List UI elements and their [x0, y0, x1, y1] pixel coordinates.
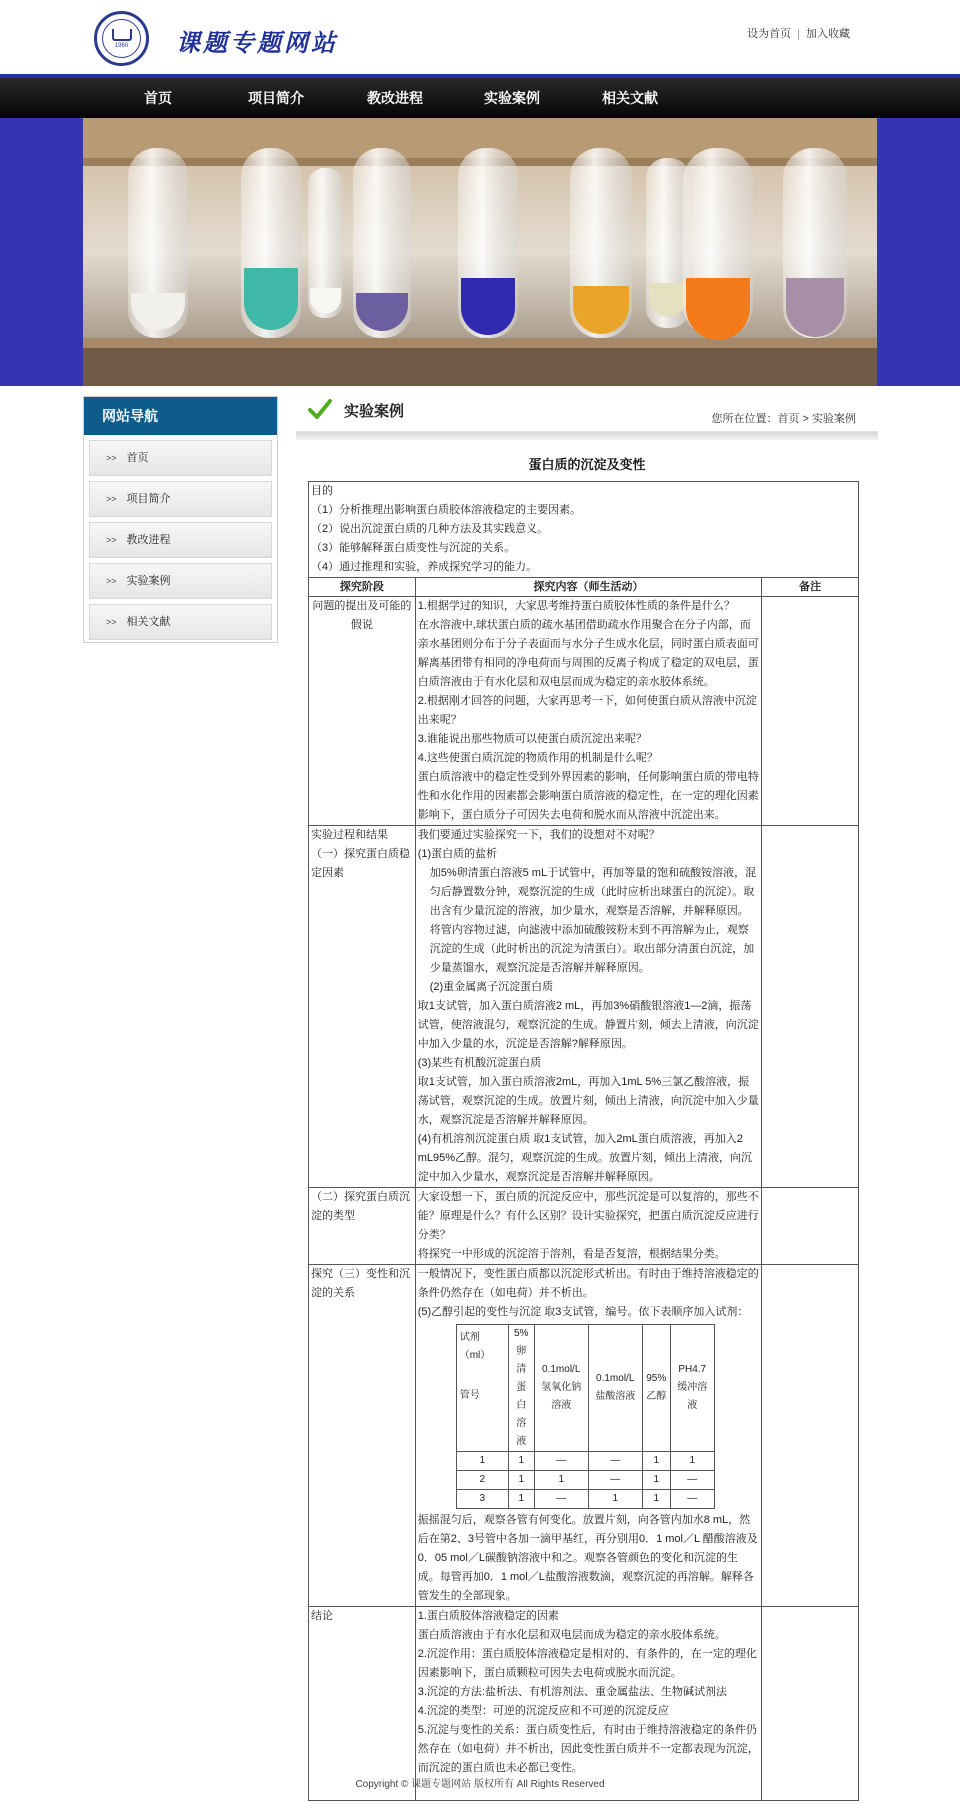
content-line: 3.沉淀的方法:盐析法、有机溶剂法、重金属盐法、生物碱试剂法 [417, 1686, 727, 1698]
content-line: 5.沉淀与变性的关系：蛋白质变性后，有时由于维持溶液稳定的条件仍然存在（如电荷）并不析出，因此变性蛋白质并不一定都表现为沉淀，而沉淀的蛋白质也未必都已变性。 [417, 1724, 759, 1774]
checkmark-icon [308, 398, 332, 420]
sidebar-item-progress[interactable] [89, 522, 272, 558]
content-line: 1.根据学过的知识，大家思考维持蛋白质胶体性质的条件是什么？ [417, 600, 735, 612]
add-favorite-link[interactable]: 加入收藏 [806, 28, 850, 40]
content-line: 1.蛋白质胶体溶液稳定的因素 [417, 1610, 559, 1622]
sidebar-item-intro[interactable] [89, 481, 272, 517]
content-line: (4)有机溶剂沉淀蛋白质 取1支试管，加入2mL蛋白质溶液，再加入2 mL95%乙醇。混匀，观察沉淀的生成。放置片刻，倾出上清液，向沉淀中加入少量水，观察沉淀是否溶解并解释原因。 [417, 1133, 753, 1183]
test-tube-5 [458, 148, 518, 338]
reagent-row [456, 1471, 714, 1490]
nav-item-intro[interactable]: 项目简介 [248, 90, 304, 106]
reagent-cell: 1 [508, 1490, 534, 1509]
divider: | [797, 28, 800, 40]
reagent-header: 0.1mol/L盐酸溶液 [588, 1325, 642, 1452]
reagent-header: 95%乙醇 [642, 1325, 670, 1452]
set-homepage-link[interactable]: 设为首页 [747, 28, 792, 40]
table-row [309, 1607, 859, 1801]
school-seal-logo [94, 11, 149, 66]
stage-cell: 问题的提出及可能的假说 [309, 597, 416, 826]
test-tube-4 [353, 148, 411, 338]
content-cell [415, 826, 762, 1188]
double-chevron-right-icon: >> [106, 576, 117, 586]
content-cell [415, 597, 762, 826]
reagent-cell: 1 [670, 1452, 714, 1471]
nav-item-literature[interactable]: 相关文献 [602, 90, 658, 106]
sidebar-item-label: 相关文献 [126, 616, 171, 628]
content-line: 一般情况下，变性蛋白质都以沉淀形式析出。有时由于维持溶液稳定的条件仍然存在（如电荷）并不析出。 [417, 1268, 759, 1299]
content-line: (1)蛋白质的盐析 [417, 848, 498, 860]
nav-item-cases[interactable]: 实验案例 [484, 90, 540, 106]
table-row [309, 1265, 859, 1607]
content-line: 4.这些使蛋白质沉淀的物质作用的机制是什么呢？ [417, 752, 658, 764]
content-line: 振摇混匀后，观察各管有何变化。放置片刻，向各管内加水8 mL，然后在第2、3号管中各加一滴甲基红，再分别用0．1 mol／L 醋酸溶液及0．05 mol／L碳酸钠溶液中和之。观察各管颜色的变化和沉淀的生成。每管再加0．1 mol／L盐酸溶液数滴，观察沉淀的再溶解。解释各管发生的全部现象。 [417, 1514, 758, 1602]
notes-cell [762, 1607, 859, 1801]
purpose-cell [309, 482, 859, 578]
reagent-cell: 1 [642, 1471, 670, 1490]
reagent-cell: 1 [534, 1471, 588, 1490]
content-line: 3.谁能说出那些物质可以使蛋白质沉淀出来呢？ [417, 733, 647, 745]
content-cell [415, 1188, 762, 1265]
content-line: (2)重金属离子沉淀蛋白质 [429, 981, 554, 993]
table-row [309, 1188, 859, 1265]
table-header-row [309, 578, 859, 597]
site-title: 课题专题网站 [176, 28, 338, 57]
site-header [0, 0, 960, 74]
test-tube-3 [308, 168, 343, 318]
notes-cell [762, 597, 859, 826]
banner-area [0, 118, 960, 386]
test-tube-6 [570, 148, 632, 338]
content-header [296, 396, 878, 432]
stage-cell: （二）探究蛋白质沉淀的类型 [309, 1188, 416, 1265]
column-header-content: 探究内容（师生活动） [415, 578, 762, 597]
corner-label-tube: 管号 [459, 1390, 480, 1401]
content-line: 取1支试管，加入蛋白质溶液2 mL，再加3%硝酸银溶液1—2滴，振荡试管，使溶液混匀，观察沉淀的生成。静置片刻，倾去上清液，向沉淀中加入少量的水，沉淀是否溶解?解释原因。 [417, 1000, 759, 1050]
test-tube-rack-illustration [83, 118, 877, 386]
content-line: (5)乙醇引起的变性与沉淀 取3支试管，编号。依下表顺序加入试剂： [417, 1306, 749, 1318]
reagent-cell: — [670, 1471, 714, 1490]
purpose-item: （2）说出沉淀蛋白质的几种方法及其实践意义。 [311, 523, 549, 535]
footer-copyright: Copyright © 课题专题网站 版权所有 All Rights Reserved [355, 1779, 605, 1790]
reagent-row [456, 1490, 714, 1509]
stage-cell: 结论 [309, 1607, 416, 1801]
banner-image-test-tubes [83, 118, 877, 386]
header-shade-bar [296, 432, 878, 440]
reagent-cell: 1 [642, 1452, 670, 1471]
purpose-item: （1）分析推理出影响蛋白质胶体溶液稳定的主要因素。 [311, 504, 582, 516]
test-tube-2 [241, 148, 301, 338]
reagent-cell: — [588, 1452, 642, 1471]
reagent-header-row [456, 1325, 714, 1452]
content-line: 大家设想一下，蛋白质的沉淀反应中，那些沉淀是可以复溶的，那些不能？原理是什么？有什么区别？设计实验探究，把蛋白质沉淀反应进行分类？ [417, 1191, 759, 1241]
double-chevron-right-icon: >> [106, 453, 117, 463]
content-line: 将探究一中形成的沉淀溶于溶剂，看是否复溶，根据结果分类。 [417, 1248, 726, 1260]
reagent-corner-cell [456, 1325, 508, 1452]
double-chevron-right-icon: >> [106, 494, 117, 504]
nav-item-home[interactable]: 首页 [144, 90, 172, 106]
sidebar-item-label: 教改进程 [126, 534, 171, 546]
stage-cell: 实验过程和结果（一）探究蛋白质稳定因素 [309, 826, 416, 1188]
content-cell [415, 1265, 762, 1607]
reagent-cell: 1 [508, 1471, 534, 1490]
reagent-cell: — [670, 1490, 714, 1509]
reagent-header: 0.1mol/L氢氧化钠溶液 [534, 1325, 588, 1452]
purpose-row [309, 482, 859, 578]
reagent-cell: 1 [456, 1452, 508, 1471]
column-header-notes: 备注 [762, 578, 859, 597]
purpose-item: （3）能够解释蛋白质变性与沉淀的关系。 [311, 542, 516, 554]
content-line: 取1支试管，加入蛋白质溶液2mL，再加入1mL 5%三氯乙酸溶液，振荡试管，观察沉淀的生成。放置片刻，倾出上清液，向沉淀中加入少量水，观察沉淀是否溶解并解释原因。 [417, 1076, 759, 1126]
content-line: 在水溶液中,球状蛋白质的疏水基团借助疏水作用聚合在分子内部，而亲水基团则分布于分子表面而与水分子生成水化层，同时蛋白质表面可解离基团带有相同的净电荷而与周围的反离子构成了稳定的双电层，蛋白质溶液由于有水化层和双电层而成为稳定的亲水胶体系统。 [417, 619, 759, 688]
reagent-cell: 3 [456, 1490, 508, 1509]
reagent-header: 5%卵清蛋白溶液 [508, 1325, 534, 1452]
reagent-cell: 1 [588, 1490, 642, 1509]
table-row [309, 826, 859, 1188]
book-icon [112, 29, 132, 41]
nav-item-progress[interactable]: 教改进程 [367, 90, 423, 106]
page-title: 实验案例 [344, 403, 405, 420]
column-header-stage: 探究阶段 [309, 578, 416, 597]
sidebar-item-label: 项目简介 [126, 493, 171, 505]
notes-cell [762, 1265, 859, 1607]
test-tube-1 [128, 148, 188, 338]
content-line: (3)某些有机酸沉淀蛋白质 [417, 1057, 542, 1069]
sidebar-item-cases[interactable] [89, 563, 272, 599]
reagent-cell: 2 [456, 1471, 508, 1490]
reagent-cell: 1 [508, 1452, 534, 1471]
reagent-cell: — [534, 1490, 588, 1509]
reagent-cell: 1 [642, 1490, 670, 1509]
content-line: 我们要通过实验探究一下，我们的设想对不对呢？ [417, 829, 660, 841]
notes-cell [762, 1188, 859, 1265]
content-line: 4.沉淀的类型：可逆的沉淀反应和不可逆的沉淀反应 [417, 1705, 669, 1717]
sidebar-title: 网站导航 [84, 397, 277, 435]
content-line: 加5%卵清蛋白溶液5 mL于试管中，再加等量的饱和硫酸铵溶液，混匀后静置数分钟，观察沉淀的生成（此时应析出球蛋白的沉淀）。取出含有少量沉淀的溶液，加少量水，观察是否溶解，并解释原因。将管内容物过滤，向滤液中添加硫酸铵粉末到不再溶解为止，观察沉淀的生成（此时析出的沉淀为清蛋白）。取出部分清蛋白沉淀，加少量蒸馏水，观察沉淀是否溶解并解释原因。 [429, 867, 757, 974]
stage-cell: 探究（三）变性和沉淀的关系 [309, 1265, 416, 1607]
sidebar-item-home[interactable] [89, 440, 272, 476]
sidebar-item-label: 实验案例 [126, 575, 171, 587]
experiment-table [308, 481, 859, 1801]
article-title: 蛋白质的沉淀及变性 [528, 457, 646, 472]
double-chevron-right-icon: >> [106, 535, 117, 545]
double-chevron-right-icon: >> [106, 617, 117, 627]
notes-cell [762, 826, 859, 1188]
sidebar [83, 396, 278, 643]
main-area [0, 386, 960, 1790]
content-line: 蛋白质溶液由于有水化层和双电层而成为稳定的亲水胶体系统。 [417, 1629, 726, 1641]
test-tube-8 [683, 148, 753, 340]
reagent-cell: — [588, 1471, 642, 1490]
table-row [309, 597, 859, 826]
content-panel [296, 396, 878, 1801]
seal-year: 1960 [114, 42, 129, 49]
breadcrumb: 您所在位置：首页 > 实验案例 [711, 413, 856, 425]
purpose-heading: 目的 [311, 485, 333, 497]
reagent-table [456, 1324, 715, 1509]
reagent-cell: — [534, 1452, 588, 1471]
content-line: 蛋白质溶液中的稳定性受到外界因素的影响，任何影响蛋白质的带电特性和水化作用的因素都会影响蛋白质溶液的稳定性，在一定的理化因素影响下，蛋白质分子可因失去电荷和脱水而从溶液中沉淀出来。 [417, 771, 759, 821]
reagent-header: PH4.7缓冲溶液 [670, 1325, 714, 1452]
top-links [747, 25, 850, 41]
main-nav [0, 78, 960, 118]
test-tube-9 [783, 148, 847, 338]
reagent-row [456, 1452, 714, 1471]
sidebar-item-literature[interactable] [89, 604, 272, 640]
content-line: 2.沉淀作用：蛋白质胶体溶液稳定是相对的、有条件的，在一定的理化因素影响下，蛋白质颗粒可因失去电荷或脱水而沉淀。 [417, 1648, 757, 1679]
content-line: 2.根据刚才回答的问题，大家再思考一下，如何使蛋白质从溶液中沉淀出来呢？ [417, 695, 757, 726]
content-cell [415, 1607, 762, 1801]
purpose-item: （4）通过推理和实验，养成探究学习的能力。 [311, 561, 538, 573]
corner-label-reagent: 试剂（ml） [459, 1332, 491, 1361]
sidebar-item-label: 首页 [126, 452, 149, 464]
